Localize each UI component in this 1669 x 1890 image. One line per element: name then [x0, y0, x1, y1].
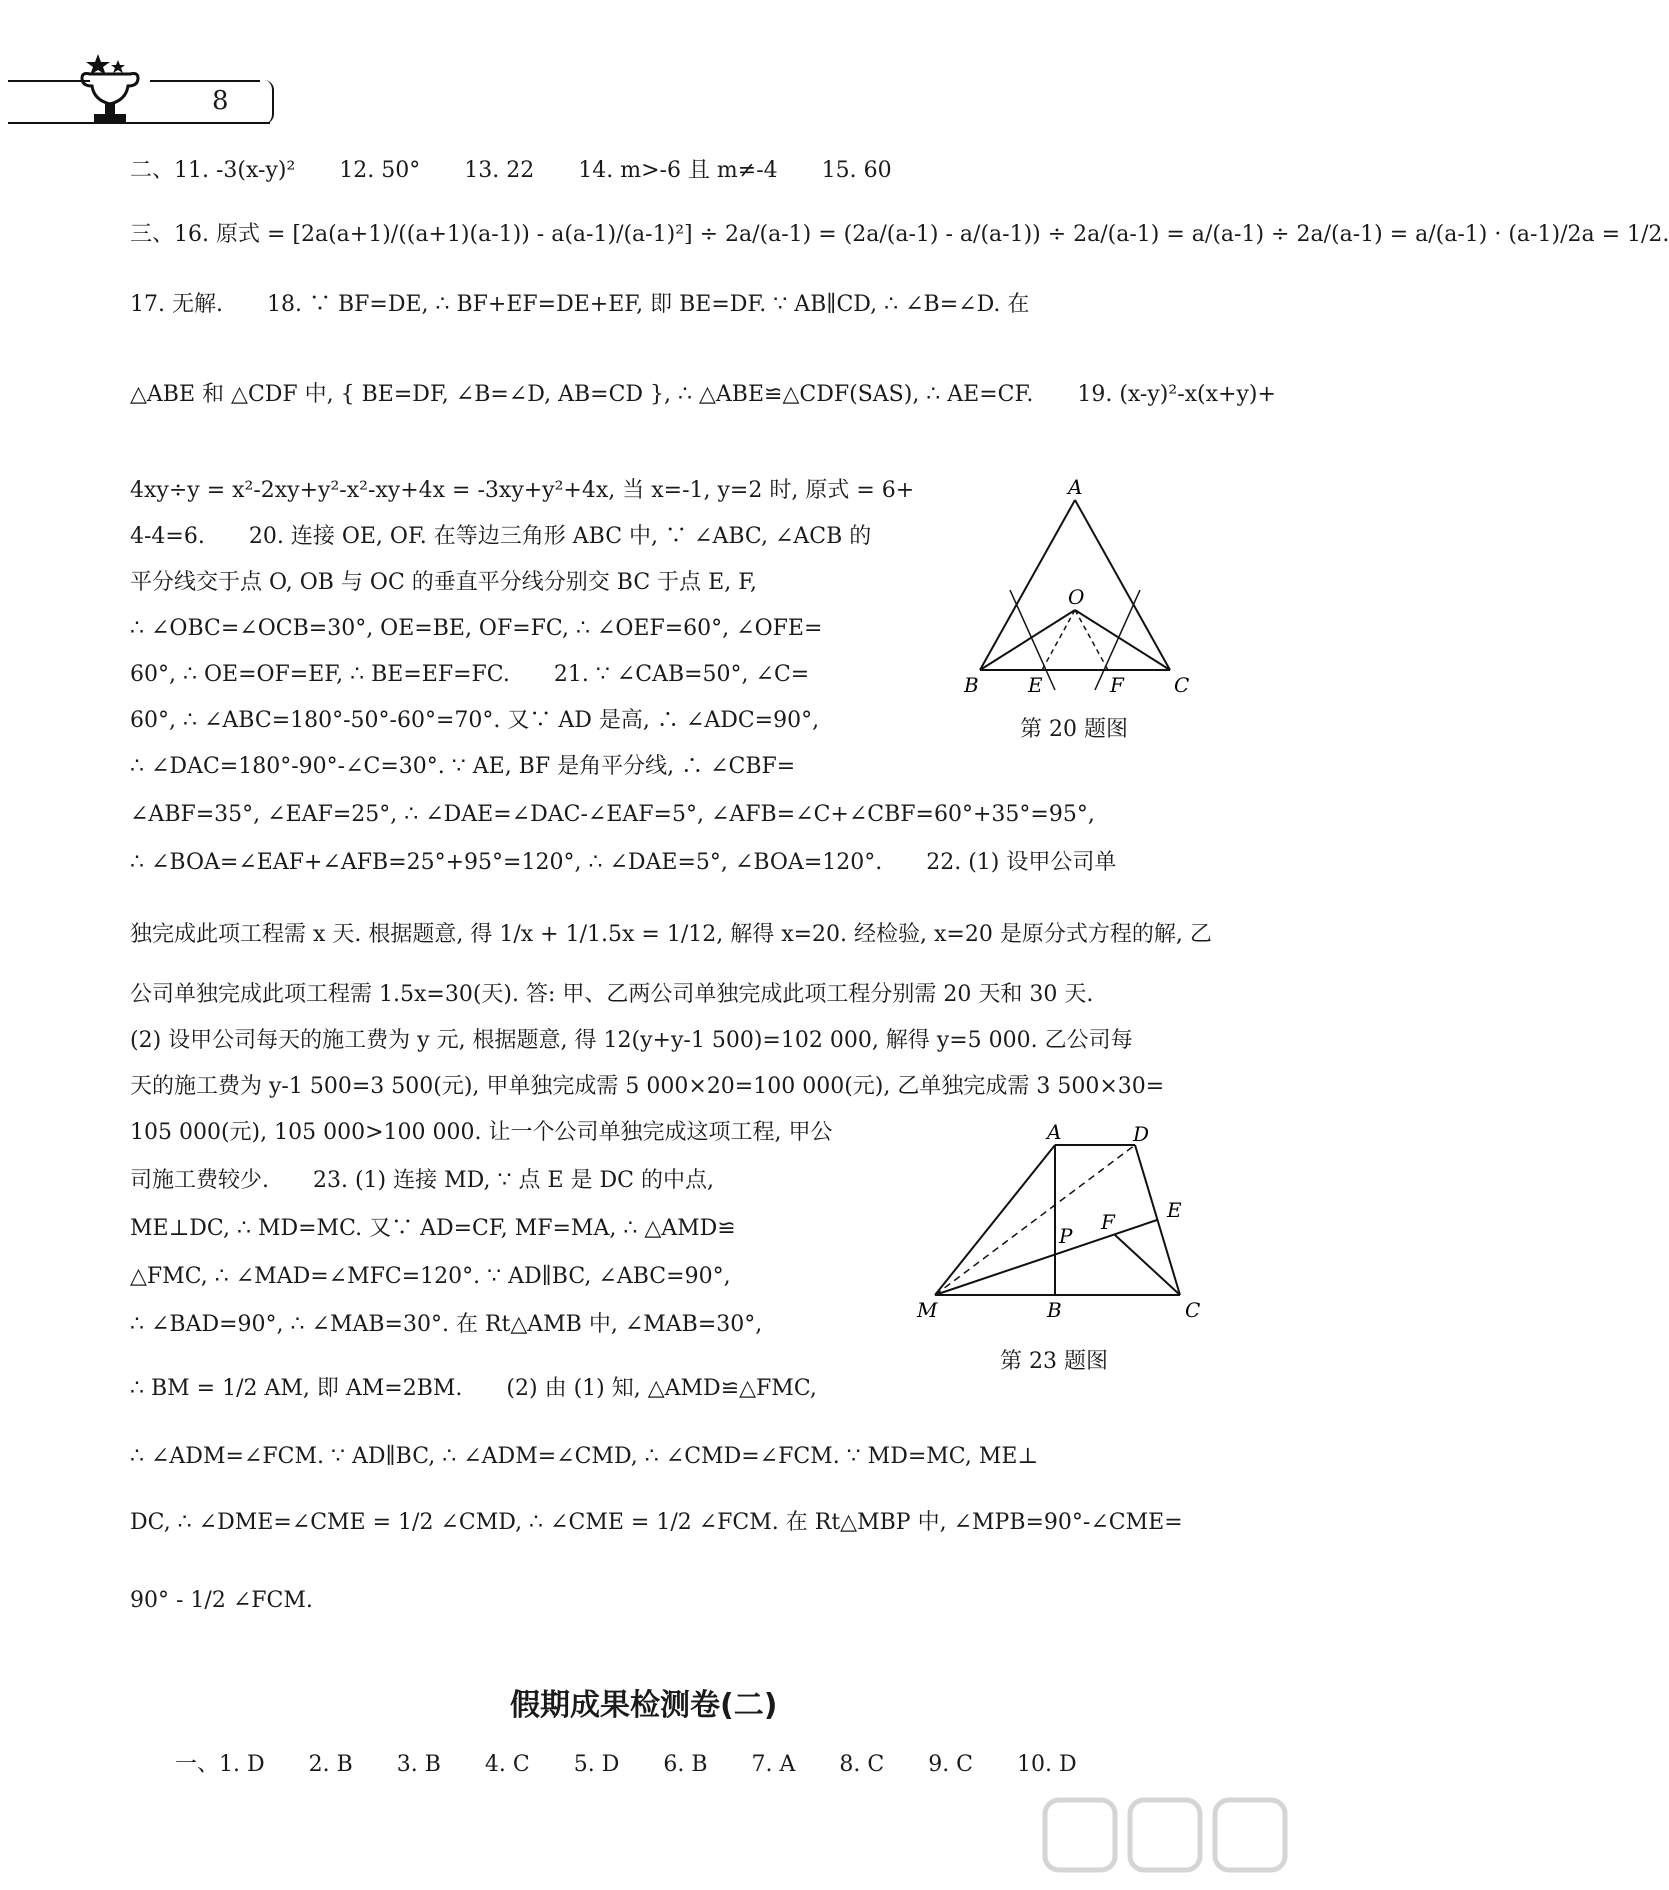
label-c: C — [1185, 1298, 1201, 1322]
section-title: 假期成果检测卷(二) — [510, 1688, 778, 1723]
answer-line: ∴ ∠OBC=∠OCB=30°, OE=BE, OF=FC, ∴ ∠OEF=60°, ∠OFE= — [130, 616, 823, 641]
answer-line: 二、11. -3(x-y)² 12. 50° 13. 22 14. m>-6 且 m≠-4 15. 60 — [130, 158, 892, 183]
answer-line: ∴ ∠DAC=180°-90°-∠C=30°. ∵ AE, BF 是角平分线, ∴ ∠CBF= — [130, 754, 796, 779]
figure-23-caption: 第 23 题图 — [1000, 1349, 1108, 1374]
label-m: M — [917, 1298, 938, 1322]
label-e: E — [1167, 1198, 1182, 1222]
label-f: F — [1110, 673, 1124, 697]
label-b: B — [1047, 1298, 1062, 1322]
answer-line: 17. 无解. 18. ∵ BF=DE, ∴ BF+EF=DE+EF, 即 BE=DF. ∵ AB∥CD, ∴ ∠B=∠D. 在 — [130, 292, 1030, 317]
figure-20-caption: 第 20 题图 — [1020, 717, 1128, 742]
page-number: 8 — [212, 86, 229, 116]
answer-line: 司施工费较少. 23. (1) 连接 MD, ∵ 点 E 是 DC 的中点, — [130, 1168, 714, 1193]
figure-20 — [960, 475, 1210, 700]
answer-line: ∴ ∠ADM=∠FCM. ∵ AD∥BC, ∴ ∠ADM=∠CMD, ∴ ∠CMD=∠FCM. ∵ MD=MC, ME⊥ — [130, 1444, 1039, 1469]
label-o: O — [1068, 585, 1085, 609]
answer-line: 天的施工费为 y-1 500=3 500(元), 甲单独完成需 5 000×20=100 000(元), 乙单独完成需 3 500×30= — [130, 1074, 1165, 1099]
answer-line: 4xy÷y = x²-2xy+y²-x²-xy+4x = -3xy+y²+4x, 当 x=-1, y=2 时, 原式 = 6+ — [130, 478, 915, 503]
answer-line: 4-4=6. 20. 连接 OE, OF. 在等边三角形 ABC 中, ∵ ∠ABC, ∠ACB 的 — [130, 524, 872, 549]
answer-line: 三、16. 原式 = [2a(a+1)/((a+1)(a-1)) - a(a-1)/(a-1)²] ÷ 2a/(a-1) = (2a/(a-1) - a/(a-1)) ÷ 2a/(a-1) = a/(a-1) ÷ 2a/(a-1) = a/(a-1) · (a-1)/2a = 1/2. — [130, 222, 1669, 247]
label-b: B — [964, 673, 979, 697]
answer-line: (2) 设甲公司每天的施工费为 y 元, 根据题意, 得 12(y+y-1 500)=102 000, 解得 y=5 000. 乙公司每 — [130, 1028, 1133, 1053]
answer-line: 105 000(元), 105 000>100 000. 让一个公司单独完成这项工程, 甲公 — [130, 1120, 833, 1145]
answer-line: 公司单独完成此项工程需 1.5x=30(天). 答: 甲、乙两公司单独完成此项工程分别需 20 天和 30 天. — [130, 982, 1094, 1007]
header-rule — [150, 80, 260, 82]
answer-line: 一、1. D 2. B 3. B 4. C 5. D 6. B 7. A 8. C 9. C 10. D — [175, 1752, 1077, 1777]
answer-line: DC, ∴ ∠DME=∠CME = 1/2 ∠CMD, ∴ ∠CME = 1/2 ∠FCM. 在 Rt△MBP 中, ∠MPB=90°-∠CME= — [130, 1510, 1183, 1535]
answer-line: ∠ABF=35°, ∠EAF=25°, ∴ ∠DAE=∠DAC-∠EAF=5°, ∠AFB=∠C+∠CBF=60°+35°=95°, — [130, 802, 1095, 827]
trophy-icon — [70, 52, 150, 130]
answer-line: ∴ ∠BOA=∠EAF+∠AFB=25°+95°=120°, ∴ ∠DAE=5°, ∠BOA=120°. 22. (1) 设甲公司单 — [130, 850, 1117, 875]
figure-23 — [915, 1120, 1215, 1325]
watermark-logo — [1040, 1790, 1290, 1890]
answer-line: 平分线交于点 O, OB 与 OC 的垂直平分线分别交 BC 于点 E, F, — [130, 570, 758, 595]
answer-line: ME⊥DC, ∴ MD=MC. 又∵ AD=CF, MF=MA, ∴ △AMD≌ — [130, 1216, 736, 1241]
label-e: E — [1028, 673, 1043, 697]
answer-line: 90° - 1/2 ∠FCM. — [130, 1588, 313, 1613]
answer-line: 独完成此项工程需 x 天. 根据题意, 得 1/x + 1/1.5x = 1/12, 解得 x=20. 经检验, x=20 是原分式方程的解, 乙 — [130, 922, 1212, 947]
answer-line: △FMC, ∴ ∠MAD=∠MFC=120°. ∵ AD∥BC, ∠ABC=90°, — [130, 1264, 731, 1289]
answer-line: ∴ BM = 1/2 AM, 即 AM=2BM. (2) 由 (1) 知, △AMD≌△FMC, — [130, 1376, 817, 1401]
label-c: C — [1174, 673, 1190, 697]
label-p: P — [1059, 1224, 1073, 1248]
label-a: A — [1068, 475, 1083, 499]
label-a: A — [1047, 1120, 1062, 1144]
answer-line: ∴ ∠BAD=90°, ∴ ∠MAB=30°. 在 Rt△AMB 中, ∠MAB=30°, — [130, 1312, 763, 1337]
answer-line: △ABE 和 △CDF 中, { BE=DF, ∠B=∠D, AB=CD }, ∴ △ABE≌△CDF(SAS), ∴ AE=CF. 19. (x-y)²-x(x+y)+ — [130, 382, 1276, 407]
header-bracket — [262, 80, 274, 124]
answer-line: 60°, ∴ OE=OF=EF, ∴ BE=EF=FC. 21. ∵ ∠CAB=50°, ∠C= — [130, 662, 810, 687]
label-d: D — [1133, 1122, 1150, 1146]
answer-line: 60°, ∴ ∠ABC=180°-50°-60°=70°. 又∵ AD 是高, ∴ ∠ADC=90°, — [130, 708, 820, 733]
label-f: F — [1101, 1210, 1115, 1234]
